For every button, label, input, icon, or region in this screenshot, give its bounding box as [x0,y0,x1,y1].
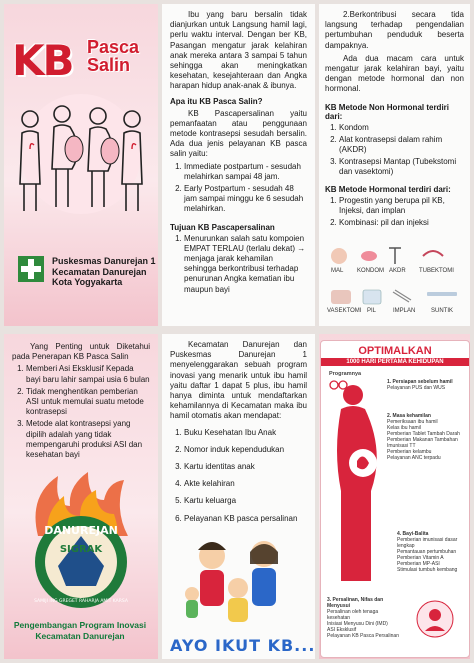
list-item: 1. Memberi Asi Eksklusif Kepada bayi baru lahir sampai usia 6 bulan [26,364,150,384]
image-label: SUNTIK [431,308,454,314]
title-salin: Salin [87,55,131,75]
q2-heading: Tujuan KB Pascapersalinan [170,222,275,232]
program-label: Programnya [329,371,362,377]
list-item: 4. Akte kelahiran [184,479,307,489]
logo-bottom-text: SIGRAK [59,544,103,555]
optimalkan-card [320,340,470,658]
optimalkan-title: OPTIMALKAN [358,345,432,357]
list-item: 3. Kartu identitas anak [184,462,307,472]
image-label: VASEKTOMI [327,308,362,314]
health-cross-icon [18,256,44,282]
cover-panel [4,4,158,326]
optimalkan-subtitle: 1000 HARI PERTAMA KEHIDUPAN [321,358,469,366]
image-label: TUBEKTOMI [419,268,454,274]
notes-panel [4,334,158,659]
list-item: 3. Kontrasepsi Mantap (Tubekstomi dan vasektomi) [339,157,464,177]
program-panel [162,334,315,659]
list-item: 2. Nomor induk kependudukan [184,445,307,455]
list-item: 1. Buku Kesehatan Ibu Anak [184,428,307,438]
hormonal-heading: KB Metode Hormonal terdiri dari: [325,184,451,194]
list-item: 1. Menurunkan salah satu kompoien EMPAT TERLAU (terlalu dekat) → menjaga jarak kehamilan sehingga berkontribusi terhadap penurunan Angka kematian ibu maupun bayi [184,234,307,295]
notes-paragraph: Yang Penting untuk Diketahui pada Penerapan KB Pasca Salin [12,342,150,362]
nonhormonal-heading: KB Metode Non Hormonal terdiri dari: [325,102,450,121]
list-item: 6. Pelayanan KB pasca persalinan [184,514,307,524]
title-kb: KB [12,36,73,85]
nonhormonal-list [325,123,464,178]
section-1: 1. Persiapan sebelum hamil Pelayanan PUS dan WUS [387,379,453,391]
program-footer: Pengembangan Program Inovasi Kecamatan Danurejan [13,620,147,641]
intro-panel [162,4,315,326]
list-item: 3. Metode alat kontrasepsi yang dipilih adalah yang tidak mempengaruhi produksi ASI dan kesehatan bayi [26,419,150,460]
cover-title [12,36,158,86]
contraception-images [327,242,465,322]
image-label: MAL [331,268,344,274]
methods-cont-item: 2.Berkontribusi secara tida langsung terhadap pengendalian pertumbuhan penduduk beserta dampaknya. [325,10,464,50]
list-item: 2. Early Postpartum - sesudah 48 jam sampai minggu ke 6 sesudah melahirkan. [184,184,307,215]
program-list [170,428,307,524]
family-cartoon-icon [184,534,294,630]
image-label: PIL [367,308,377,314]
list-item: 2. Kombinasi: pil dan injeksi [339,218,464,228]
section-2: 2. Masa kehamilan Pemeriksaan ibu hamil Kelas ibu hamil Pemberian Tablet Tambah Darah Pemberian Makanan Tambahan Imunisasi TT Pemberian kelambu Pelayanan ANC terpadu [387,413,460,461]
image-label: KONDOM [357,268,384,274]
methods-panel [319,4,470,326]
list-item: 2. Alat kontrasepsi dalam rahim (AKDR) [339,135,464,155]
title-pasca: Pasca [87,37,140,57]
image-label: IMPLAN [393,308,416,314]
q1-list [170,162,307,215]
logo-top-text: DANUREJAN [44,524,118,537]
slogan: AYO IKUT KB... [170,636,316,655]
logo-arc-text: SAMIJI ING GREGET RAHARJA AMIT KARSA [34,599,128,604]
methods-paragraph: Ada dua macam cara untuk mengatur jarak kelahiran bayi, yaitu dengan metode hormonal dan non hormonal. [325,53,464,94]
org-name: Puskesmas Danurejan 1 Kecamatan Danurejan Kota Yogyakarta [52,256,156,287]
list-item: 1. Immediate postpartum - sesudah melahirkan sampai 48 jam. [184,162,307,182]
q1-paragraph: KB Pascapersalinan yaitu pemanfaatan atau penggunaan metode kontrasepsi sesudah bersalin. Ada dua jenis pelayanan KB pasca salin yaitu: [170,108,307,159]
hormonal-list [325,196,464,229]
program-paragraph: Kecamatan Danurejan dan Puskesmas Danurejan 1 menyelenggarakan sebuah program inovasi yang menarik untuk ibu hamil yaitu daftar 1 dapat 5 plus, ibu hamil hanya diminta untuk mendaftarkan kehamilannya di Kecamatan maka ibu hamil otomatis akan mendapat: [170,340,307,421]
list-item: 1. Progestin yang berupa pil KB, Injeksi, dan implan [339,196,464,216]
intro-paragraph: Ibu yang baru bersalin tidak dianjurkan untuk Langsung hamil lagi, perlu waktu interval. Dengan ber KB, Pasangan mengatur jarak kelahiran anak mereka antara 3 sampai 5 tahun sehingga akan meningkatkan kesehatan, kesejahteraan dan Angka harapan hidup anak-anak & ibunya. [170,10,307,91]
list-item: 5. Kartu keluarga [184,496,307,506]
baby-icon [415,599,455,639]
list-item: 1. Kondom [339,123,464,133]
image-label: AKDR [389,268,406,274]
list-item: 2. Tidak menghentikan pemberian ASI untuk memulai suatu metode kontrasepsi [26,387,150,418]
section-4: 4. Bayi-Balita Pemberian imunisasi dasar lengkap Pemantauan pertumbuhan Pemberian Vitamin A Pemberian MP-ASI Stimulasi tumbuh kembang [397,531,458,573]
pregnancy-silhouette-icon [327,381,387,591]
gender-symbols-icon [329,379,349,393]
q1-heading: Apa itu KB Pasca Salin? [170,96,263,106]
pregnant-women-illustration [10,89,152,219]
notes-list [12,364,150,460]
q2-list [170,234,307,295]
danurejan-sigrak-logo-icon [18,466,144,616]
section-3: 3. Persalinan, Nifas dan Menyusui Persalinan oleh tenaga kesehatan Inisiasi Menyusu Dini (IMD) ASI Eksklusif Pelayanan KB Pasca Persalinan [327,597,399,639]
